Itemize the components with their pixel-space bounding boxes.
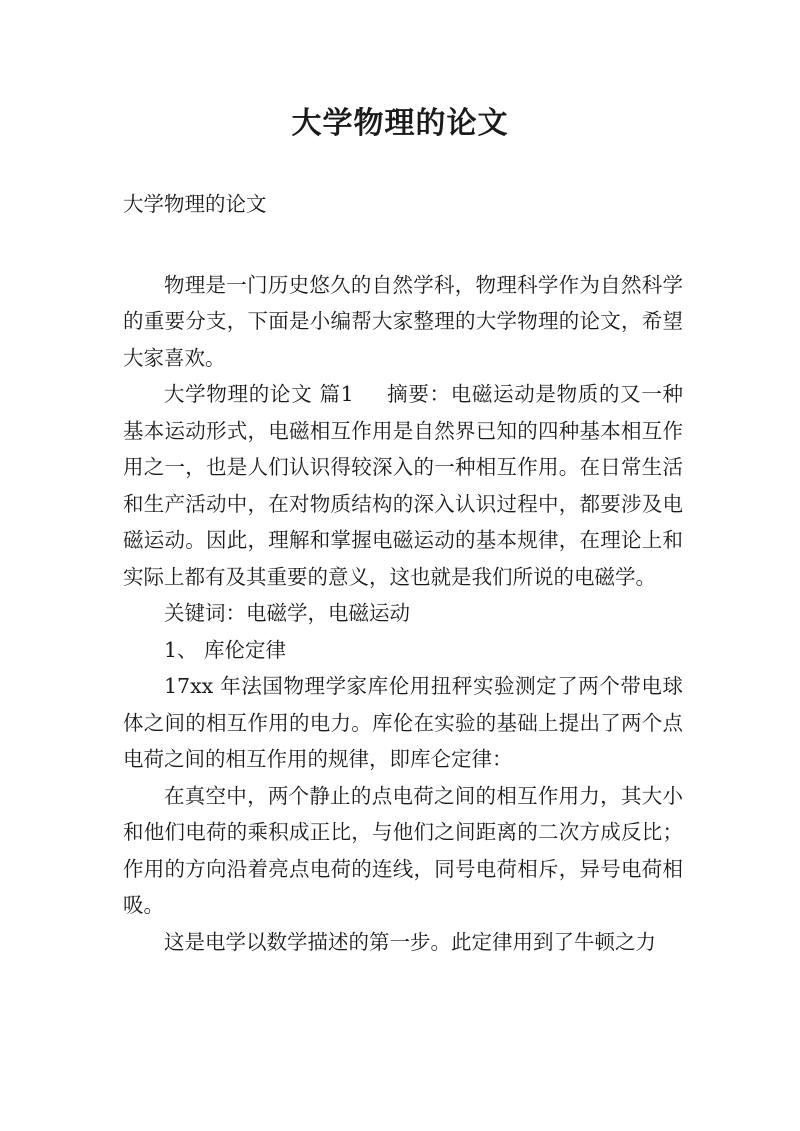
document-title: 大学物理的论文 [291, 106, 509, 141]
paragraph-keywords: 关键词：电磁学，电磁运动 [164, 601, 410, 625]
paragraph-intro: 物理是一门历史悠久的自然学科，物理科学作为自然科学的重要分支，下面是小编帮大家整理的大学物理的论文，希望大家喜欢。 [123, 272, 683, 370]
paragraph-math-description: 这是电学以数学描述的第一步。此定律用到了牛顿之力 [164, 929, 656, 954]
paragraph-coulomb-history: 17xx 年法国物理学家库伦用扭秤实验测定了两个带电球体之间的相互作用的电力。库伦在实验的基础上提出了两个点电荷之间的相互作用的规律，即库仑定律： [123, 674, 683, 771]
heading-coulomb-law: 1、 库伦定律 [164, 637, 287, 662]
paragraph-abstract [123, 376, 683, 595]
section-lead: 大学物理的论文 篇1 [164, 382, 354, 406]
paragraph-coulomb-statement: 在真空中，两个静止的点电荷之间的相互作用力，其大小和他们电荷的乘积成正比，与他们之间距离的二次方成反比；作用的方向沿着亮点电荷的连线，同号电荷相斥，异号电荷相吸。 [123, 783, 683, 917]
abstract-text: 摘要：电磁运动是物质的又一种基本运动形式，电磁相互作用是自然界已知的四种基本相互作用之一，也是人们认识得较深入的一种相互作用。在日常生活和生产活动中，在对物质结构的深入认识过程中，都要涉及电磁运动。因此，理解和掌握电磁运动的基本规律，在理论上和实际上都有及其重要的意义，这也就是我们所说的电磁学。 [123, 382, 684, 589]
document-subtitle: 大学物理的论文 [123, 192, 267, 216]
document-body [123, 186, 683, 960]
